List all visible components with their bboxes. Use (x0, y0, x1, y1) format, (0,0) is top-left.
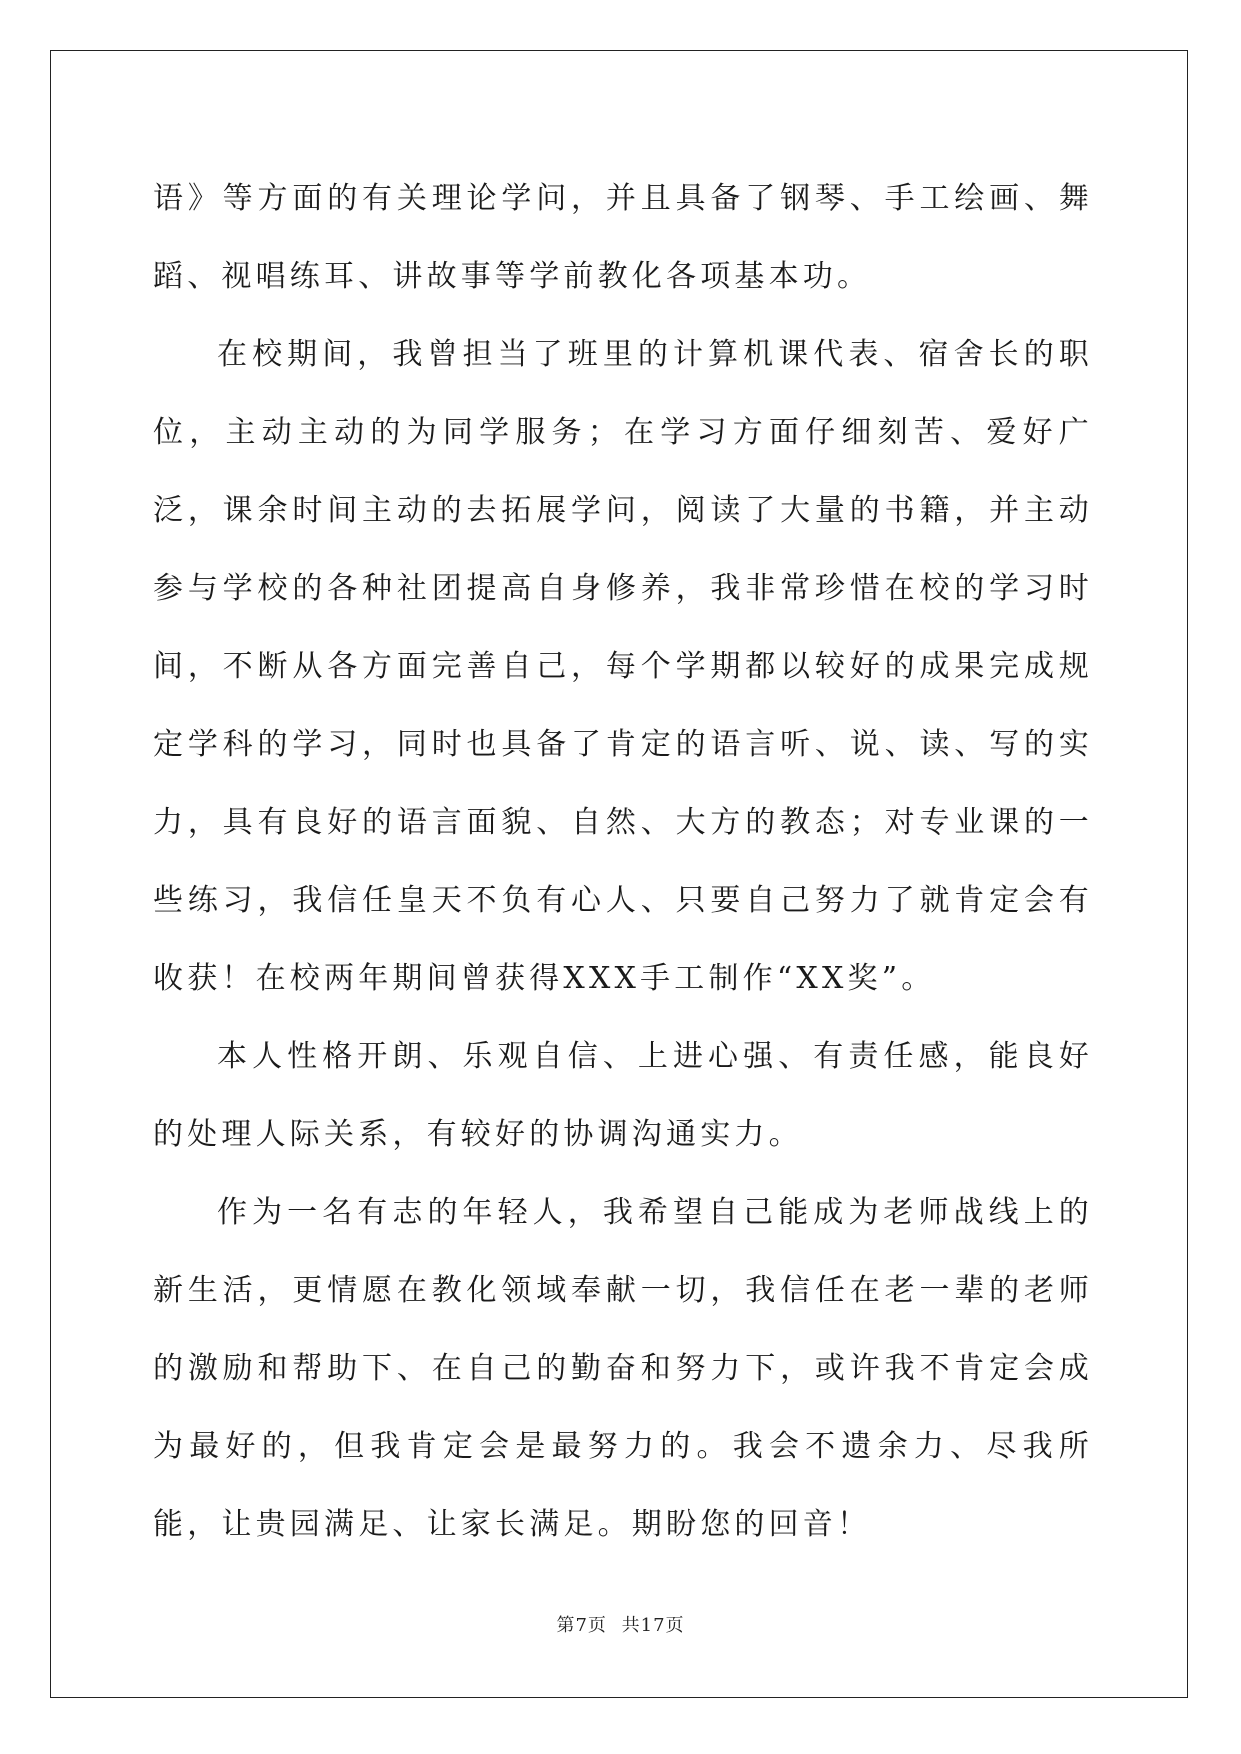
page-number-current: 第7页 (556, 1615, 607, 1636)
paragraph: 作为一名有志的年轻人，我希望自己能成为老师战线上的新生活，更情愿在教化领域奉献一切，我信任在老一辈的老师的激励和帮助下、在自己的勤奋和努力下，或许我不肯定会成为最好的，但我肯定会是最努力的。我会不遗余力、尽我所能，让贵园满足、让家长满足。期盼您的回音！ (153, 1195, 1093, 1542)
page-footer (0, 1611, 1241, 1637)
paragraph: 语》等方面的有关理论学问，并且具备了钢琴、手工绘画、舞蹈、视唱练耳、讲故事等学前教化各项基本功。 (153, 181, 1093, 294)
paragraph: 在校期间，我曾担当了班里的计算机课代表、宿舍长的职位，主动主动的为同学服务；在学习方面仔细刻苦、爱好广泛，课余时间主动的去拓展学问，阅读了大量的书籍，并主动参与学校的各种社团提高自身修养，我非常珍惜在校的学习时间，不断从各方面完善自己，每个学期都以较好的成果完成规定学科的学习，同时也具备了肯定的语言听、说、读、写的实力，具有良好的语言面貌、自然、大方的教态；对专业课的一些练习，我信任皇天不负有心人、只要自己努力了就肯定会有收获！在校两年期间曾获得XXX手工制作“XX奖”。 (153, 337, 1093, 996)
page-number-total: 共17页 (621, 1615, 685, 1636)
paragraph: 本人性格开朗、乐观自信、上进心强、有责任感，能良好的处理人际关系，有较好的协调沟通实力。 (153, 1039, 1093, 1152)
document-body (153, 160, 1093, 1564)
